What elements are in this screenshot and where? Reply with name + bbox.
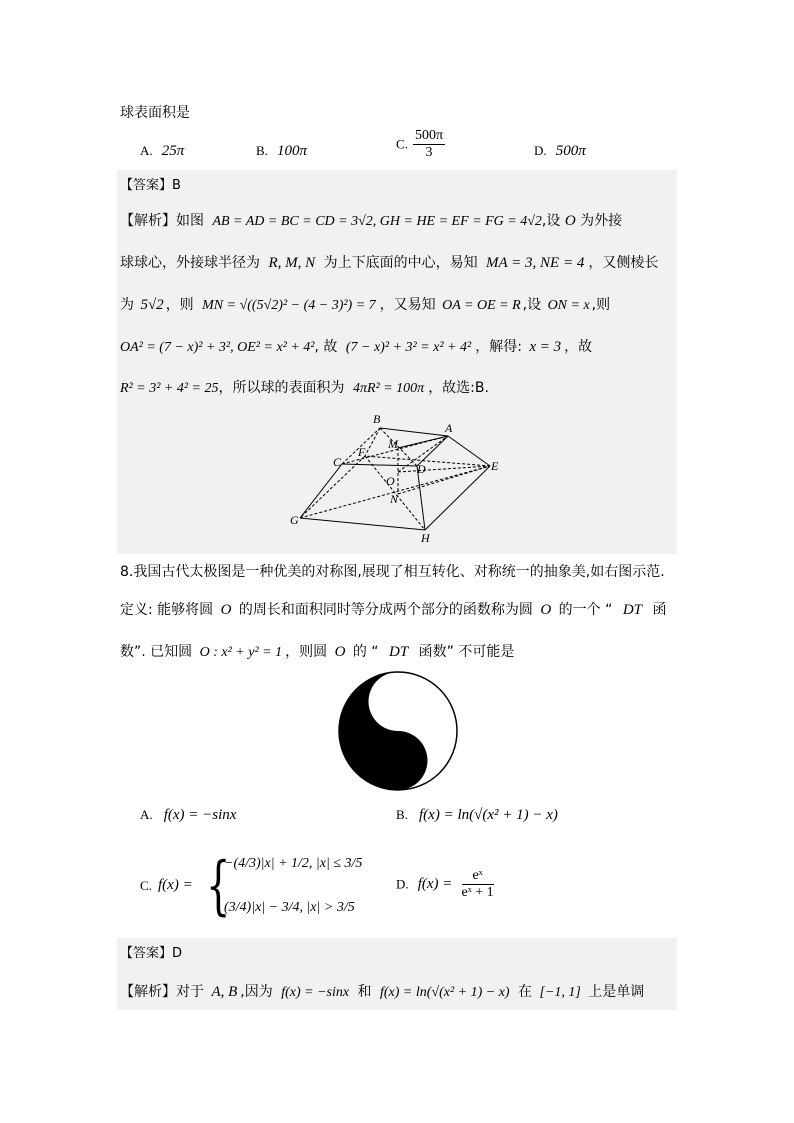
q7-answer: 【答案】B xyxy=(120,178,181,193)
q7-analysis-line1: 【解析】如图 AB = AD = BC = CD = 3√2, GH = HE = EF = FG = 4√2,设 O 为外接 xyxy=(120,213,623,229)
edge-cg xyxy=(300,464,342,518)
q8-option-a: A. f(x) = −sinx xyxy=(140,807,237,823)
q7-analysis-line2: 球球心，外接球半径为 R, M, N 为上下底面的中心，易知 MA = 3, NE = 4 ，又侧棱长 xyxy=(120,255,659,271)
label-n: N xyxy=(390,492,399,506)
label-b: B xyxy=(373,412,381,426)
taiji-icon xyxy=(337,670,459,792)
label-a: A xyxy=(445,421,453,435)
label-d: D xyxy=(417,462,426,476)
edge-bf xyxy=(365,428,380,456)
q8-answer: 【答案】D xyxy=(120,946,183,961)
q8-option-d: D. f(x) = $\frac{\text{eˣ}}{\text{eˣ + 1}}$ xyxy=(396,868,494,900)
q8-line3: 数”. 已知圆 O : x² + y² = 1 ，则圆 O 的 “ DT 函数” 不可能是 xyxy=(120,644,515,660)
q8-option-b: B. f(x) = ln(√(x² + 1) − x) xyxy=(396,807,558,823)
q7-analysis-line4: OA² = (7 − x)² + 3², OE² = x² + 4², 故 (7 − x)² + 3² = x² + 4² ，解得: x = 3 ，故 xyxy=(120,339,593,355)
q7-option-a: A. 25π xyxy=(140,143,185,159)
q7-option-c: C. $\frac{500\pi}{3}$ xyxy=(396,128,444,160)
q7-option-b: B. 100π xyxy=(256,143,308,159)
frustum-figure xyxy=(285,408,510,548)
q7-analysis-line5: R² = 3² + 4² = 25，所以球的表面积为 4πR² = 100π ，故选:B. xyxy=(120,380,489,396)
label-m: M xyxy=(388,437,398,451)
q7-intro: 球表面积是 xyxy=(120,105,190,121)
edge-dc xyxy=(342,464,417,466)
label-f: F xyxy=(358,445,366,459)
q7-option-d: D. 500π xyxy=(534,143,586,159)
label-c: C xyxy=(333,455,342,469)
edge-ae xyxy=(448,436,490,466)
q7-analysis-line3: 为 5√2 ，则 MN = √((5√2)² − (4 − 3)²) = 7 ，又易知 OA = OE = R ,设 ON = x ,则 xyxy=(120,297,611,313)
label-e: E xyxy=(491,459,499,473)
edge-gh xyxy=(300,518,425,530)
q8-line2: 定义: 能够将圆 O 的周长和面积同时等分成两个部分的函数称为圆 O 的一个 “ DT 函 xyxy=(120,602,667,618)
label-h: H xyxy=(421,531,430,545)
q8-analysis: 【解析】对于 A, B ,因为 f(x) = −sinx 和 f(x) = ln(√(x² + 1) − x) 在 [−1, 1] 上是单调 xyxy=(120,984,645,1000)
edge-ef xyxy=(365,456,490,466)
label-o: O xyxy=(386,474,395,488)
q8-line1: 8.我国古代太极图是一种优美的对称图,展现了相互转化、对称统一的抽象美,如右图示范. xyxy=(120,564,665,580)
edge-ba xyxy=(380,428,448,436)
label-g: G xyxy=(290,513,299,527)
seg-oe xyxy=(398,466,490,472)
